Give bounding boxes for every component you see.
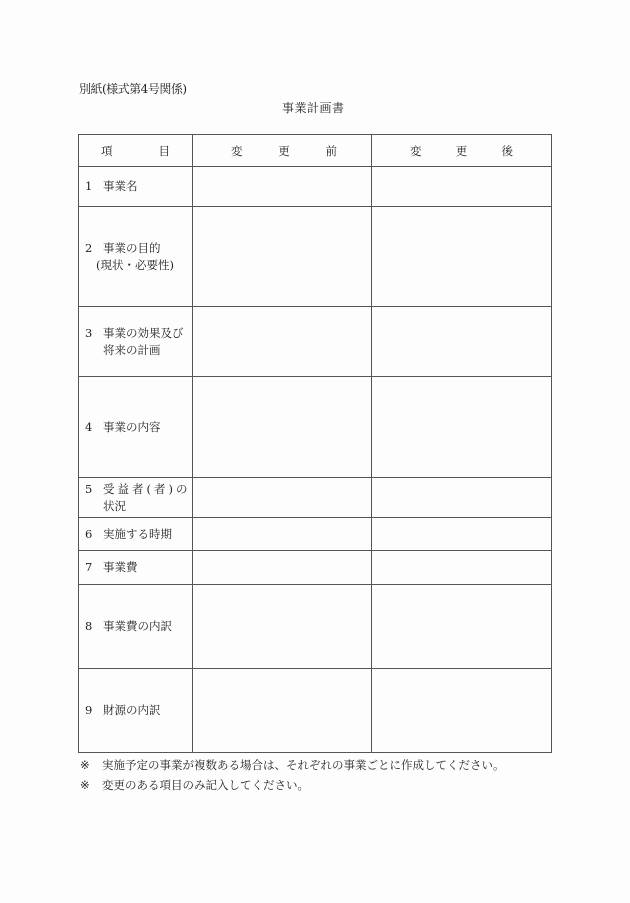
table-row [79,478,552,518]
table-row [79,167,552,207]
header-before-change: 変 更 前 [193,135,372,167]
before-cell[interactable] [193,167,372,207]
reference-mark-icon: ※ [80,778,90,792]
table-row [79,551,552,585]
after-cell[interactable] [372,167,552,207]
row-item-label: 7 事業費 [79,551,193,585]
after-cell[interactable] [372,551,552,585]
after-cell[interactable] [372,518,552,551]
after-cell[interactable] [372,207,552,307]
after-cell[interactable] [372,585,552,669]
annex-label: 別紙(様式第4号関係) [79,82,187,96]
before-cell[interactable] [193,377,372,478]
reference-mark-icon: ※ [80,758,90,772]
row-item-label: 1 事業名 [79,167,193,207]
table-row [79,207,552,307]
row-item-label: 3 事業の効果及び 将来の計画 [79,307,193,377]
before-cell[interactable] [193,307,372,377]
header-after-change: 変 更 後 [372,135,552,167]
row-item-label: 2 事業の目的 (現状・必要性) [79,207,193,307]
before-cell[interactable] [193,207,372,307]
row-item-label: 6 実施する時期 [79,518,193,551]
table-row [79,669,552,753]
before-cell[interactable] [193,551,372,585]
table-header-row [79,135,552,167]
after-cell[interactable] [372,377,552,478]
row-item-label: 9 財源の内訳 [79,669,193,753]
before-cell[interactable] [193,478,372,518]
after-cell[interactable] [372,478,552,518]
row-item-label: 8 事業費の内訳 [79,585,193,669]
table-row [79,585,552,669]
document-title: 事業計画書 [282,101,345,115]
business-plan-table [78,134,552,753]
notes [80,755,505,795]
row-item-label: 4 事業の内容 [79,377,193,478]
after-cell[interactable] [372,669,552,753]
header-item: 項 目 [79,135,193,167]
before-cell[interactable] [193,585,372,669]
after-cell[interactable] [372,307,552,377]
table-row [79,518,552,551]
note-item: ※ 変更のある項目のみ記入してください。 [80,775,505,795]
before-cell[interactable] [193,669,372,753]
table-row [79,377,552,478]
note-item: ※ 実施予定の事業が複数ある場合は、それぞれの事業ごとに作成してください。 [80,755,505,775]
before-cell[interactable] [193,518,372,551]
table-row [79,307,552,377]
row-item-label: 5 受益者(者)の 状況 [79,478,193,518]
